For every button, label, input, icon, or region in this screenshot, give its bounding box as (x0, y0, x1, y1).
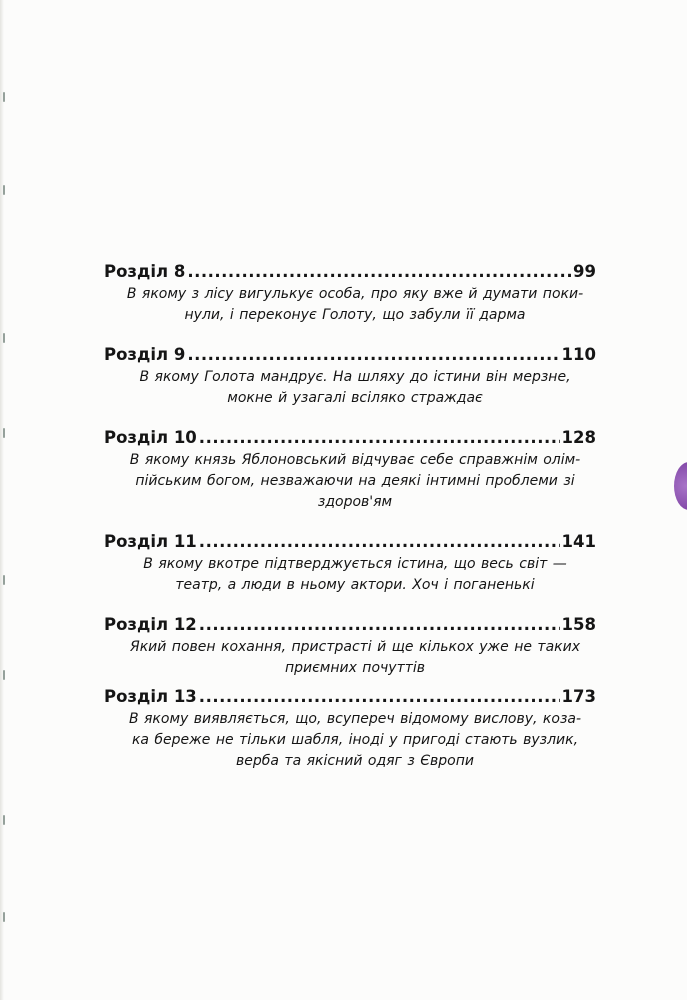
page-binding-edge (0, 0, 4, 1000)
description-line: здоров'ям (317, 494, 393, 510)
edge-mark (3, 333, 5, 343)
description-line: В якому вкотре підтверджується істина, що весь світ — (143, 556, 567, 572)
chapter-description (104, 637, 596, 679)
description-line: Який повен кохання, пристрасті й ще кількох уже не таких (129, 639, 581, 655)
page-number: 141 (561, 532, 596, 551)
description-line: В якому князь Яблоновський відчуває себе справжнім олім- (129, 452, 581, 468)
toc-entry-heading[interactable] (104, 613, 596, 637)
toc-entry-chapter-9 (104, 343, 596, 409)
toc-entry-heading[interactable] (104, 426, 596, 450)
description-line: верба та якісний одяг з Європи (236, 753, 474, 769)
chapter-title: Розділ 12 (104, 615, 197, 634)
toc-entry-chapter-10 (104, 426, 596, 513)
dot-leader (199, 426, 560, 450)
page-number: 110 (561, 345, 596, 364)
description-line: мокне й узагалі всіляко страждає (227, 390, 483, 406)
toc-entry-heading[interactable] (104, 530, 596, 554)
chapter-title: Розділ 9 (104, 345, 186, 364)
page-number: 99 (573, 262, 596, 281)
edge-mark (3, 575, 5, 585)
chapter-title: Розділ 10 (104, 428, 197, 447)
toc-entry-heading[interactable] (104, 343, 596, 367)
description-line: пійським богом, незважаючи на деякі інтимні проблеми зі (135, 473, 575, 489)
toc-entry-chapter-11 (104, 530, 596, 596)
toc-entry-chapter-8 (104, 260, 596, 326)
description-line: нули, і переконує Голоту, що забули її дарма (184, 307, 526, 323)
toc-entry-chapter-12 (104, 613, 596, 679)
description-line: театр, а люди в ньому актори. Хоч і поганенькі (175, 577, 535, 593)
table-of-contents (104, 260, 596, 789)
dot-leader (199, 530, 560, 554)
chapter-description (104, 450, 596, 513)
page-number: 158 (561, 615, 596, 634)
chapter-title: Розділ 8 (104, 262, 186, 281)
dot-leader (187, 343, 559, 367)
toc-entry-heading[interactable] (104, 685, 596, 709)
dot-leader (199, 685, 560, 709)
edge-mark (3, 428, 5, 438)
description-line: В якому виявляється, що, всупереч відомому вислову, коза- (128, 711, 582, 727)
chapter-title: Розділ 11 (104, 532, 197, 551)
description-line: приємних почуттів (284, 660, 426, 676)
page-number: 173 (561, 687, 596, 706)
description-line: В якому з лісу вигулькує особа, про яку вже й думати поки- (126, 286, 584, 302)
purple-bleed-through-mark (674, 462, 687, 510)
chapter-description (104, 284, 596, 326)
edge-mark (3, 92, 5, 102)
edge-mark (3, 185, 5, 195)
chapter-description (104, 367, 596, 409)
chapter-description (104, 554, 596, 596)
edge-mark (3, 670, 5, 680)
chapter-title: Розділ 13 (104, 687, 197, 706)
description-line: В якому Голота мандрує. На шляху до істини він мерзне, (139, 369, 571, 385)
description-line: ка береже не тільки шабля, іноді у пригоді стають вузлик, (131, 732, 579, 748)
chapter-description (104, 709, 596, 772)
page-number: 128 (561, 428, 596, 447)
dot-leader (199, 613, 560, 637)
dot-leader (187, 260, 571, 284)
edge-mark (3, 815, 5, 825)
edge-mark (3, 912, 5, 922)
toc-entry-heading[interactable] (104, 260, 596, 284)
toc-entry-chapter-13 (104, 685, 596, 772)
